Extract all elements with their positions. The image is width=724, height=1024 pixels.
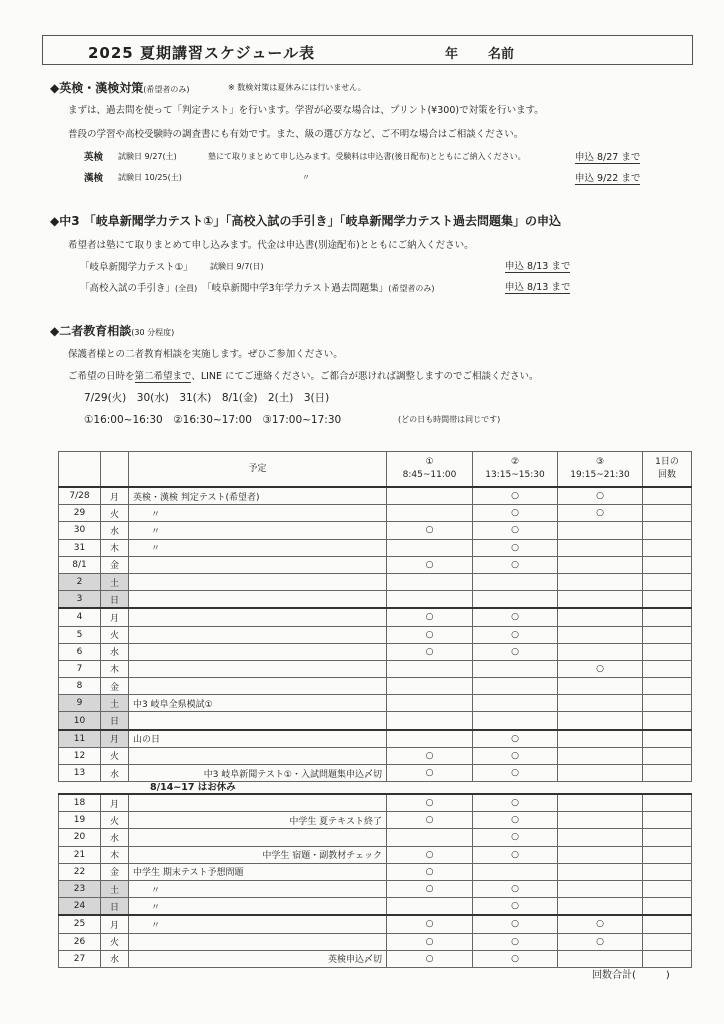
chu3-item1-date: 試験日 9/7(日) — [210, 262, 264, 271]
table-row — [59, 846, 692, 863]
count-cell — [643, 812, 692, 829]
count-cell — [643, 730, 692, 748]
consult-dates: 7/29(火) 30(水) 31(木) 8/1(金) 2(土) 3(日) — [84, 392, 330, 404]
date-cell: 5 — [59, 626, 101, 643]
plan-cell: 中学生 期末テスト予想問題 — [129, 863, 387, 880]
count-cell — [643, 880, 692, 897]
plan-cell: 〃 — [129, 880, 387, 897]
weekday-cell: 木 — [101, 846, 129, 863]
slot1-cell — [387, 505, 473, 522]
eiken-heading: ◆英検・漢検対策(希望者のみ) — [50, 81, 190, 95]
slot1-cell — [387, 660, 473, 677]
schedule-table-2 — [58, 793, 692, 968]
table-row — [59, 505, 692, 522]
date-cell: 20 — [59, 829, 101, 846]
consult-line2: ご希望の日時を第二希望まで、LINE にてご連絡ください。ご都合が悪ければ調整しますのでご相談ください。 — [68, 371, 539, 382]
slot2-cell — [473, 660, 558, 677]
slot3-cell: ○ — [558, 487, 643, 505]
slot1-cell: ○ — [387, 812, 473, 829]
slot2-cell: ○ — [473, 950, 558, 967]
consult-heading: ◆二者教育相談(30 分程度) — [50, 324, 175, 338]
weekday-cell: 火 — [101, 812, 129, 829]
slot3-cell — [558, 556, 643, 573]
slot3-cell — [558, 812, 643, 829]
slot1-cell: ○ — [387, 794, 473, 812]
plan-cell: 〃 — [129, 539, 387, 556]
slot3-header: ③ 19:15~21:30 — [558, 452, 643, 488]
date-cell: 4 — [59, 608, 101, 626]
count-cell — [643, 608, 692, 626]
slot3-cell — [558, 678, 643, 695]
slot2-cell: ○ — [473, 608, 558, 626]
year-label: 年 — [445, 47, 459, 62]
slot3-cell — [558, 747, 643, 764]
count-cell — [643, 539, 692, 556]
slot2-cell — [473, 712, 558, 730]
weekday-cell: 金 — [101, 863, 129, 880]
plan-cell: 英検・漢検 判定テスト(希望者) — [129, 487, 387, 505]
weekday-cell: 水 — [101, 765, 129, 782]
table-row — [59, 915, 692, 933]
date-cell: 31 — [59, 539, 101, 556]
table-row — [59, 880, 692, 897]
date-cell: 21 — [59, 846, 101, 863]
consult-times: ①16:00~16:30 ②16:30~17:00 ③17:00~17:30 — [84, 414, 342, 426]
count-cell — [643, 950, 692, 967]
count-cell — [643, 915, 692, 933]
count-cell — [643, 933, 692, 950]
plan-cell: 〃 — [129, 522, 387, 539]
date-cell: 27 — [59, 950, 101, 967]
date-cell: 26 — [59, 933, 101, 950]
count-cell — [643, 863, 692, 880]
date-cell: 18 — [59, 794, 101, 812]
slot3-cell: ○ — [558, 660, 643, 677]
slot1-cell — [387, 539, 473, 556]
plan-cell — [129, 933, 387, 950]
slot1-cell — [387, 898, 473, 916]
plan-cell — [129, 660, 387, 677]
weekday-cell: 火 — [101, 505, 129, 522]
count-cell — [643, 505, 692, 522]
plan-cell: 中3 岐阜新聞テスト①・入試問題集申込〆切 — [129, 765, 387, 782]
consult-times-note: (どの日も時間帯は同じです) — [398, 415, 501, 424]
slot2-cell: ○ — [473, 730, 558, 748]
date-cell: 7 — [59, 660, 101, 677]
plan-cell — [129, 678, 387, 695]
weekday-cell: 土 — [101, 573, 129, 590]
eiken-line2: 普段の学習や高校受験時の調査書にも有効です。また、級の選び方など、ご不明な場合はご相談ください。 — [68, 129, 524, 140]
slot1-cell: ○ — [387, 915, 473, 933]
count-cell — [643, 747, 692, 764]
eiken-remark: ※ 数検対策は夏休みには行いません。 — [228, 83, 366, 92]
slot3-cell — [558, 730, 643, 748]
eiken-label: 英検 — [84, 152, 104, 163]
kanken-deadline: 申込 9/22 まで — [575, 170, 640, 185]
weekday-cell: 火 — [101, 933, 129, 950]
table-row — [59, 794, 692, 812]
date-cell: 8/1 — [59, 556, 101, 573]
count-cell — [643, 712, 692, 730]
weekday-cell: 月 — [101, 794, 129, 812]
name-label: 名前 — [488, 47, 515, 62]
weekday-cell: 日 — [101, 898, 129, 916]
slot3-cell — [558, 712, 643, 730]
slot2-cell: ○ — [473, 626, 558, 643]
slot3-cell — [558, 765, 643, 782]
slot1-cell — [387, 730, 473, 748]
eiken-date: 試験日 9/27(土) — [118, 152, 177, 161]
slot1-cell: ○ — [387, 643, 473, 660]
slot1-cell — [387, 829, 473, 846]
count-header: 1日の 回数 — [643, 452, 692, 488]
date-cell: 8 — [59, 678, 101, 695]
table-row — [59, 950, 692, 967]
plan-cell: 〃 — [129, 505, 387, 522]
slot2-cell: ○ — [473, 933, 558, 950]
slot2-cell: ○ — [473, 829, 558, 846]
plan-cell: 中学生 宿題・副教材チェック — [129, 846, 387, 863]
plan-cell — [129, 829, 387, 846]
weekday-cell: 水 — [101, 643, 129, 660]
eiken-line1: まずは、過去問を使って「判定テスト」を行います。学習が必要な場合は、プリント(¥300)で対策を行います。 — [68, 105, 544, 116]
slot3-cell — [558, 794, 643, 812]
plan-cell — [129, 747, 387, 764]
chu3-line1: 希望者は塾にて取りまとめて申し込みます。代金は申込書(別途配布)とともにご納入ください。 — [68, 240, 474, 251]
count-cell — [643, 898, 692, 916]
slot3-cell: ○ — [558, 915, 643, 933]
plan-cell — [129, 712, 387, 730]
slot2-cell — [473, 863, 558, 880]
table-row — [59, 643, 692, 660]
date-cell: 13 — [59, 765, 101, 782]
kanken-label: 漢検 — [84, 173, 104, 184]
table-row — [59, 626, 692, 643]
weekday-cell: 水 — [101, 522, 129, 539]
slot1-cell — [387, 712, 473, 730]
count-cell — [643, 487, 692, 505]
chu3-item1-deadline: 申込 8/13 まで — [505, 258, 570, 273]
slot2-cell — [473, 695, 558, 712]
table-row — [59, 678, 692, 695]
table-row — [59, 591, 692, 609]
table-row — [59, 747, 692, 764]
page-title: 2025 夏期講習スケジュール表 — [88, 44, 316, 62]
table-row — [59, 487, 692, 505]
date-cell: 9 — [59, 695, 101, 712]
slot1-cell — [387, 678, 473, 695]
slot3-cell — [558, 591, 643, 609]
date-cell: 7/28 — [59, 487, 101, 505]
count-cell — [643, 765, 692, 782]
slot2-cell: ○ — [473, 915, 558, 933]
slot1-cell: ○ — [387, 950, 473, 967]
slot2-cell: ○ — [473, 846, 558, 863]
weekday-cell: 金 — [101, 678, 129, 695]
break-note: 8/14~17 はお休み — [150, 782, 236, 793]
table-row — [59, 539, 692, 556]
slot1-cell — [387, 487, 473, 505]
plan-cell — [129, 643, 387, 660]
slot2-cell: ○ — [473, 898, 558, 916]
slot2-cell: ○ — [473, 643, 558, 660]
weekday-cell: 土 — [101, 695, 129, 712]
slot1-header: ① 8:45~11:00 — [387, 452, 473, 488]
chu3-item2: 「高校入試の手引き」(全員) 「岐阜新聞中学3年学力テスト過去問題集」(希望者のみ) — [80, 283, 435, 294]
dow-header — [101, 452, 129, 488]
table-row — [59, 660, 692, 677]
weekday-cell: 金 — [101, 556, 129, 573]
slot3-cell — [558, 695, 643, 712]
plan-cell: 〃 — [129, 915, 387, 933]
slot2-header: ② 13:15~15:30 — [473, 452, 558, 488]
count-cell — [643, 660, 692, 677]
count-cell — [643, 695, 692, 712]
date-cell: 23 — [59, 880, 101, 897]
slot3-cell — [558, 573, 643, 590]
eiken-deadline: 申込 8/27 まで — [575, 149, 640, 164]
table-row — [59, 730, 692, 748]
weekday-cell: 火 — [101, 747, 129, 764]
slot2-cell: ○ — [473, 812, 558, 829]
plan-cell: 中3 岐阜全県模試① — [129, 695, 387, 712]
count-cell — [643, 556, 692, 573]
table-row — [59, 522, 692, 539]
kanken-date: 試験日 10/25(土) — [118, 173, 182, 182]
table-row — [59, 933, 692, 950]
slot1-cell: ○ — [387, 608, 473, 626]
slot2-cell: ○ — [473, 522, 558, 539]
weekday-cell: 水 — [101, 829, 129, 846]
slot3-cell — [558, 608, 643, 626]
chu3-item2-deadline: 申込 8/13 まで — [505, 279, 570, 294]
slot2-cell — [473, 573, 558, 590]
table-row — [59, 829, 692, 846]
weekday-cell: 木 — [101, 539, 129, 556]
slot3-cell — [558, 863, 643, 880]
slot2-cell — [473, 591, 558, 609]
slot2-cell: ○ — [473, 505, 558, 522]
slot3-cell — [558, 643, 643, 660]
eiken-desc: 塾にて取りまとめて申し込みます。受験料は申込書(後日配布)とともにご納入ください。 — [208, 152, 526, 161]
date-cell: 11 — [59, 730, 101, 748]
date-cell: 29 — [59, 505, 101, 522]
count-cell — [643, 846, 692, 863]
table-row — [59, 556, 692, 573]
table-row — [59, 573, 692, 590]
slot3-cell — [558, 829, 643, 846]
weekday-cell: 月 — [101, 730, 129, 748]
count-cell — [643, 522, 692, 539]
plan-cell — [129, 794, 387, 812]
slot1-cell: ○ — [387, 863, 473, 880]
plan-cell: 英検申込〆切 — [129, 950, 387, 967]
slot3-cell — [558, 898, 643, 916]
slot2-cell: ○ — [473, 880, 558, 897]
count-cell — [643, 626, 692, 643]
date-cell: 12 — [59, 747, 101, 764]
slot2-cell: ○ — [473, 765, 558, 782]
count-cell — [643, 678, 692, 695]
date-cell: 6 — [59, 643, 101, 660]
plan-cell — [129, 626, 387, 643]
weekday-cell: 日 — [101, 712, 129, 730]
table-row — [59, 695, 692, 712]
slot3-cell — [558, 522, 643, 539]
date-header — [59, 452, 101, 488]
date-cell: 30 — [59, 522, 101, 539]
consult-line1: 保護者様との二者教育相談を実施します。ぜひご参加ください。 — [68, 349, 343, 360]
table-header-row — [59, 452, 692, 488]
date-cell: 10 — [59, 712, 101, 730]
slot2-cell — [473, 678, 558, 695]
date-cell: 2 — [59, 573, 101, 590]
weekday-cell: 月 — [101, 487, 129, 505]
plan-cell — [129, 591, 387, 609]
slot1-cell: ○ — [387, 747, 473, 764]
table-row — [59, 863, 692, 880]
weekday-cell: 火 — [101, 626, 129, 643]
slot1-cell — [387, 573, 473, 590]
count-cell — [643, 591, 692, 609]
slot1-cell: ○ — [387, 933, 473, 950]
slot1-cell — [387, 591, 473, 609]
table-row — [59, 812, 692, 829]
count-cell — [643, 829, 692, 846]
weekday-cell: 日 — [101, 591, 129, 609]
slot1-cell: ○ — [387, 880, 473, 897]
table-row — [59, 608, 692, 626]
chu3-item1: 「岐阜新聞学力テスト①」 — [80, 262, 193, 273]
date-cell: 3 — [59, 591, 101, 609]
slot3-cell: ○ — [558, 505, 643, 522]
date-cell: 25 — [59, 915, 101, 933]
weekday-cell: 木 — [101, 660, 129, 677]
slot3-cell — [558, 539, 643, 556]
plan-cell — [129, 556, 387, 573]
count-cell — [643, 643, 692, 660]
weekday-cell: 月 — [101, 915, 129, 933]
slot3-cell — [558, 880, 643, 897]
slot2-cell: ○ — [473, 747, 558, 764]
schedule-table-1 — [58, 451, 692, 782]
count-cell — [643, 794, 692, 812]
slot1-cell: ○ — [387, 626, 473, 643]
plan-cell: 〃 — [129, 898, 387, 916]
date-cell: 22 — [59, 863, 101, 880]
weekday-cell: 土 — [101, 880, 129, 897]
slot1-cell — [387, 695, 473, 712]
slot3-cell — [558, 950, 643, 967]
date-cell: 19 — [59, 812, 101, 829]
slot2-cell: ○ — [473, 487, 558, 505]
kanken-ditto: 〃 — [302, 173, 310, 182]
slot1-cell: ○ — [387, 556, 473, 573]
weekday-cell: 月 — [101, 608, 129, 626]
count-cell — [643, 573, 692, 590]
slot1-cell: ○ — [387, 522, 473, 539]
slot3-cell: ○ — [558, 933, 643, 950]
table-row — [59, 712, 692, 730]
slot2-cell: ○ — [473, 794, 558, 812]
plan-header: 予定 — [129, 452, 387, 488]
plan-cell — [129, 573, 387, 590]
date-cell: 24 — [59, 898, 101, 916]
chu3-heading: ◆中3 「岐阜新聞学力テスト①」「高校入試の手引き」「岐阜新聞学力テスト過去問題集」の申込 — [50, 214, 561, 228]
weekday-cell: 水 — [101, 950, 129, 967]
slot2-cell: ○ — [473, 556, 558, 573]
slot1-cell: ○ — [387, 846, 473, 863]
total-count: 回数合計( ) — [592, 970, 670, 981]
plan-cell: 山の日 — [129, 730, 387, 748]
slot3-cell — [558, 626, 643, 643]
table-row — [59, 898, 692, 916]
plan-cell: 中学生 夏テキスト終了 — [129, 812, 387, 829]
plan-cell — [129, 608, 387, 626]
slot1-cell: ○ — [387, 765, 473, 782]
slot3-cell — [558, 846, 643, 863]
slot2-cell: ○ — [473, 539, 558, 556]
